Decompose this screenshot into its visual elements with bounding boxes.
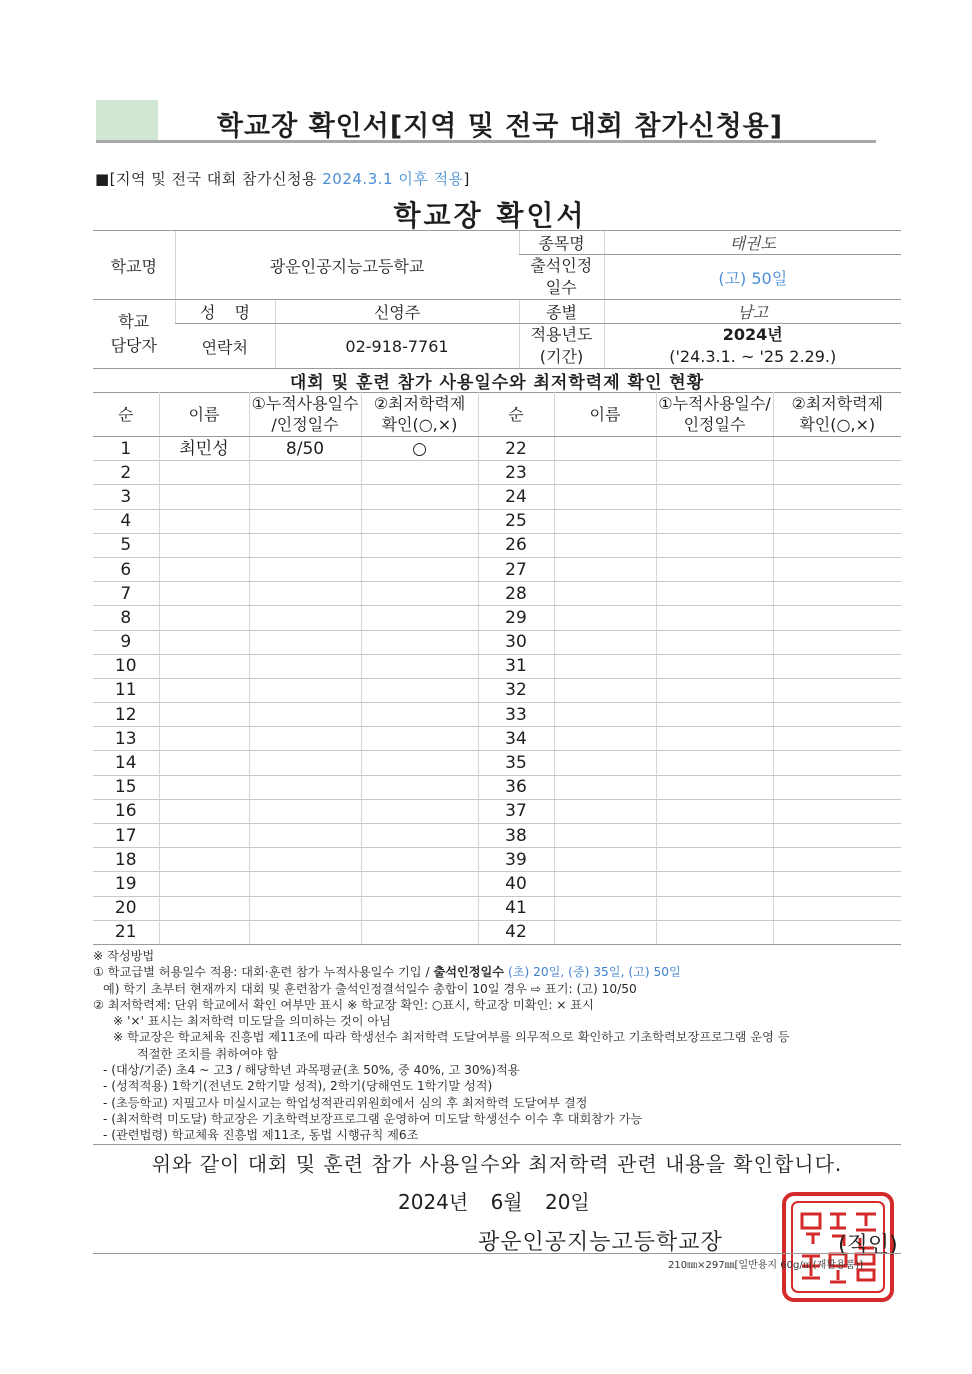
note-item: 예) 학기 초부터 현재까지 대회 및 훈련참가 출석인정결석일수 총합이 10일 경우 ⇨ 표기: (고) 10/50 — [103, 981, 637, 996]
row-number-right: 38 — [478, 824, 554, 848]
row-days — [249, 606, 361, 630]
row-name — [159, 799, 249, 823]
row-academic-right — [773, 824, 901, 848]
table-row — [93, 582, 901, 606]
row-academic — [361, 461, 478, 485]
table-row — [93, 872, 901, 896]
row-days-right — [656, 751, 773, 775]
row-academic-right — [773, 848, 901, 872]
note-item: ② 최저학력제: 단위 학교에서 확인 여부만 표시 ※ 학교장 확인: ○표시, 학교장 미확인: × 표시 — [93, 997, 594, 1012]
table-row — [93, 920, 901, 944]
row-number-right: 25 — [478, 509, 554, 533]
contact-value: 02-918-7761 — [275, 324, 519, 369]
table-row — [93, 437, 901, 461]
row-academic-right — [773, 582, 901, 606]
row-name-right — [554, 509, 656, 533]
row-number-right: 35 — [478, 751, 554, 775]
row-name-right — [554, 582, 656, 606]
row-number: 2 — [93, 461, 159, 485]
row-number: 12 — [93, 703, 159, 727]
principal-signature: 광운인공지능고등학교장 — [478, 1230, 723, 1255]
row-name-right — [554, 557, 656, 581]
row-academic-right — [773, 799, 901, 823]
row-days-right — [656, 557, 773, 581]
table-row — [93, 727, 901, 751]
row-days-right — [656, 872, 773, 896]
row-days-right — [656, 437, 773, 461]
note-item: 적절한 조치를 취하여야 함 — [137, 1046, 279, 1061]
row-name — [159, 824, 249, 848]
row-days — [249, 582, 361, 606]
year-value: 2024년 ('24.3.1. ~ '25 2.29.) — [604, 324, 901, 369]
row-number-right: 41 — [478, 896, 554, 920]
row-days — [249, 630, 361, 654]
row-days — [249, 461, 361, 485]
table-row — [93, 751, 901, 775]
paper-spec: 210㎜×297㎜[일반용지 60g/㎡(재활용품)] — [668, 1260, 864, 1271]
row-academic-right — [773, 751, 901, 775]
table-row — [93, 654, 901, 678]
note-item: ① 학교급별 허용일수 적용: 대회·훈련 참가 누적사용일수 기입 / 출석인정일수 (초) 20일, (중) 35일, (고) 50일 — [93, 965, 681, 980]
row-days — [249, 485, 361, 509]
row-days — [249, 751, 361, 775]
row-name — [159, 848, 249, 872]
row-days-right — [656, 485, 773, 509]
row-academic — [361, 848, 478, 872]
row-academic-right — [773, 678, 901, 702]
row-name — [159, 727, 249, 751]
row-number-right: 24 — [478, 485, 554, 509]
row-days-right — [656, 606, 773, 630]
row-number: 5 — [93, 533, 159, 557]
row-number-right: 36 — [478, 775, 554, 799]
row-name: 최민성 — [159, 437, 249, 461]
row-number: 19 — [93, 872, 159, 896]
row-academic — [361, 896, 478, 920]
row-number: 14 — [93, 751, 159, 775]
row-days-right — [656, 775, 773, 799]
row-number-right: 32 — [478, 678, 554, 702]
row-number: 20 — [93, 896, 159, 920]
row-days-right — [656, 703, 773, 727]
row-days — [249, 896, 361, 920]
table-row — [93, 509, 901, 533]
row-name — [159, 630, 249, 654]
manager-name-label: 성 명 — [175, 300, 275, 324]
row-name-right — [554, 654, 656, 678]
row-number: 15 — [93, 775, 159, 799]
row-name-right — [554, 848, 656, 872]
row-academic-right — [773, 461, 901, 485]
header-academic-right: ②최저학력제 확인(○,×) — [773, 392, 901, 437]
page-title: 학교장 확인서 — [393, 199, 587, 232]
row-academic — [361, 654, 478, 678]
attendance-value: (고) 50일 — [604, 255, 901, 300]
row-academic — [361, 606, 478, 630]
row-days — [249, 557, 361, 581]
row-number-right: 34 — [478, 727, 554, 751]
row-academic — [361, 824, 478, 848]
row-name — [159, 461, 249, 485]
seal-mark: (직인) — [838, 1233, 898, 1258]
note-item: - (초등학교) 지필고사 미실시교는 학업성적관리위원회에서 심의 후 최저학력 도달여부 결정 — [103, 1095, 588, 1110]
note-item: - (성적적용) 1학기(전년도 2학기말 성적), 2학기(당해연도 1학기말 성적) — [103, 1079, 493, 1094]
row-days-right — [656, 678, 773, 702]
records-body — [93, 437, 901, 945]
row-days — [249, 872, 361, 896]
row-number: 16 — [93, 799, 159, 823]
row-days: 8/50 — [249, 437, 361, 461]
row-number: 4 — [93, 509, 159, 533]
row-number-right: 33 — [478, 703, 554, 727]
row-number-right: 30 — [478, 630, 554, 654]
table-row — [93, 678, 901, 702]
row-days — [249, 824, 361, 848]
row-academic-right — [773, 654, 901, 678]
row-academic — [361, 582, 478, 606]
confirmation-statement: 위와 같이 대회 및 훈련 참가 사용일수와 최저학력 관련 내용을 확인합니다. — [93, 1144, 901, 1177]
header-academic: ②최저학력제 확인(○,×) — [361, 392, 478, 437]
row-academic-right — [773, 437, 901, 461]
row-number: 1 — [93, 437, 159, 461]
row-number-right: 42 — [478, 920, 554, 944]
table-row — [93, 775, 901, 799]
row-name — [159, 654, 249, 678]
row-academic — [361, 751, 478, 775]
row-number-right: 28 — [478, 582, 554, 606]
row-days — [249, 920, 361, 944]
row-number: 6 — [93, 557, 159, 581]
row-academic — [361, 485, 478, 509]
row-name-right — [554, 727, 656, 751]
row-name — [159, 485, 249, 509]
gender-label: 종별 — [519, 300, 604, 324]
row-academic-right — [773, 509, 901, 533]
note-item: - (대상/기준) 초4 ~ 고3 / 해당학년 과목평균(초 50%, 중 40%, 고 30%)적용 — [103, 1063, 520, 1078]
gender-value: 남고 — [604, 300, 901, 324]
row-name-right — [554, 630, 656, 654]
row-name-right — [554, 824, 656, 848]
row-number: 13 — [93, 727, 159, 751]
row-days — [249, 509, 361, 533]
row-number-right: 37 — [478, 799, 554, 823]
row-days — [249, 727, 361, 751]
row-days-right — [656, 461, 773, 485]
row-number: 7 — [93, 582, 159, 606]
row-name — [159, 703, 249, 727]
row-academic-right — [773, 630, 901, 654]
row-days-right — [656, 654, 773, 678]
row-academic — [361, 799, 478, 823]
row-name — [159, 751, 249, 775]
row-number: 17 — [93, 824, 159, 848]
row-academic — [361, 703, 478, 727]
header-no-right: 순 — [478, 392, 554, 437]
row-academic — [361, 872, 478, 896]
row-number-right: 27 — [478, 557, 554, 581]
header-no: 순 — [93, 392, 159, 437]
note-item: ※ 학교장은 학교체육 진흥법 제11조에 따라 학생선수 최저학력 도달여부를 의무적으로 확인하고 기초학력보장프로그램 운영 등 — [113, 1030, 790, 1045]
row-name-right — [554, 485, 656, 509]
row-name — [159, 606, 249, 630]
applicability-note: ■[지역 및 전국 대회 참가신청용 2024.3.1 이후 적용] — [95, 170, 470, 188]
row-number: 8 — [93, 606, 159, 630]
table-row — [93, 557, 901, 581]
row-name-right — [554, 920, 656, 944]
records-table — [93, 392, 901, 945]
row-name — [159, 775, 249, 799]
row-name-right — [554, 703, 656, 727]
row-number-right: 31 — [478, 654, 554, 678]
row-academic-right — [773, 606, 901, 630]
row-name — [159, 509, 249, 533]
row-name — [159, 872, 249, 896]
row-name-right — [554, 461, 656, 485]
row-name-right — [554, 678, 656, 702]
section-title: 대회 및 훈련 참가 사용일수와 최저학력제 확인 현황 — [93, 368, 901, 393]
row-academic-right — [773, 703, 901, 727]
bottom-divider — [93, 1253, 901, 1254]
school-name-value: 광운인공지능고등학교 — [175, 231, 519, 300]
header-name: 이름 — [159, 392, 249, 437]
contact-label: 연락처 — [175, 324, 275, 369]
attendance-label: 출석인정 일수 — [519, 255, 604, 300]
row-days — [249, 678, 361, 702]
row-number: 9 — [93, 630, 159, 654]
row-academic-right — [773, 896, 901, 920]
school-name-label: 학교명 — [93, 231, 175, 300]
row-days — [249, 533, 361, 557]
row-name — [159, 920, 249, 944]
row-name — [159, 896, 249, 920]
row-name-right — [554, 606, 656, 630]
table-row — [93, 461, 901, 485]
row-academic — [361, 678, 478, 702]
year-label: 적용년도 (기간) — [519, 324, 604, 369]
row-name — [159, 533, 249, 557]
row-days — [249, 848, 361, 872]
row-academic-right — [773, 920, 901, 944]
table-row — [93, 824, 901, 848]
row-academic — [361, 509, 478, 533]
row-days-right — [656, 920, 773, 944]
manager-name-value: 신영주 — [275, 300, 519, 324]
row-days-right — [656, 509, 773, 533]
table-row — [93, 703, 901, 727]
row-academic — [361, 920, 478, 944]
row-name — [159, 582, 249, 606]
note-heading: ※ 작성방법 — [93, 949, 155, 963]
row-number: 18 — [93, 848, 159, 872]
row-academic — [361, 630, 478, 654]
note-item: - (관련법령) 학교체육 진흥법 제11조, 동법 시행규칙 제6조 — [103, 1128, 419, 1143]
row-number-right: 23 — [478, 461, 554, 485]
header-days-right: ①누적사용일수/ 인정일수 — [656, 392, 773, 437]
row-number-right: 29 — [478, 606, 554, 630]
manager-label: 학교 담당자 — [93, 300, 175, 369]
school-info-table — [93, 230, 901, 369]
table-row — [93, 896, 901, 920]
note-item: ※ '×' 표시는 최저학력 미도달을 의미하는 것이 아님 — [113, 1014, 391, 1029]
document-title: 학교장 확인서[지역 및 전국 대회 참가신청용] — [216, 111, 784, 142]
row-days — [249, 799, 361, 823]
header-name-right: 이름 — [554, 392, 656, 437]
row-days-right — [656, 848, 773, 872]
table-row — [93, 848, 901, 872]
row-academic: ○ — [361, 437, 478, 461]
note-item: - (최저학력 미도달) 학교장은 기초학력보장프로그램 운영하여 미도달 학생선수 이수 후 대회참가 가능 — [103, 1111, 643, 1126]
row-number-right: 26 — [478, 533, 554, 557]
table-row — [93, 533, 901, 557]
issue-date: 2024년 6월 20일 — [398, 1190, 590, 1214]
row-days-right — [656, 896, 773, 920]
instructions — [93, 948, 903, 1144]
row-academic-right — [773, 557, 901, 581]
row-days — [249, 703, 361, 727]
row-days — [249, 654, 361, 678]
row-name-right — [554, 437, 656, 461]
row-days — [249, 775, 361, 799]
row-academic — [361, 533, 478, 557]
row-name — [159, 557, 249, 581]
row-academic — [361, 727, 478, 751]
table-row — [93, 485, 901, 509]
row-academic-right — [773, 775, 901, 799]
row-days-right — [656, 582, 773, 606]
row-number: 3 — [93, 485, 159, 509]
row-name-right — [554, 533, 656, 557]
sport-value: 태권도 — [604, 231, 901, 255]
row-number-right: 22 — [478, 437, 554, 461]
header-days: ①누적사용일수 /인정일수 — [249, 392, 361, 437]
row-number: 11 — [93, 678, 159, 702]
row-number: 10 — [93, 654, 159, 678]
row-name — [159, 678, 249, 702]
table-row — [93, 630, 901, 654]
row-academic-right — [773, 727, 901, 751]
row-days-right — [656, 727, 773, 751]
sport-label: 종목명 — [519, 231, 604, 255]
row-number-right: 39 — [478, 848, 554, 872]
row-days-right — [656, 799, 773, 823]
row-academic-right — [773, 533, 901, 557]
row-academic — [361, 557, 478, 581]
row-name-right — [554, 896, 656, 920]
row-academic-right — [773, 872, 901, 896]
row-name-right — [554, 799, 656, 823]
row-days-right — [656, 533, 773, 557]
table-row — [93, 799, 901, 823]
row-name-right — [554, 872, 656, 896]
table-row — [93, 606, 901, 630]
row-academic-right — [773, 485, 901, 509]
row-name-right — [554, 751, 656, 775]
row-days-right — [656, 824, 773, 848]
row-number-right: 40 — [478, 872, 554, 896]
row-academic — [361, 775, 478, 799]
row-number: 21 — [93, 920, 159, 944]
row-days-right — [656, 630, 773, 654]
row-name-right — [554, 775, 656, 799]
